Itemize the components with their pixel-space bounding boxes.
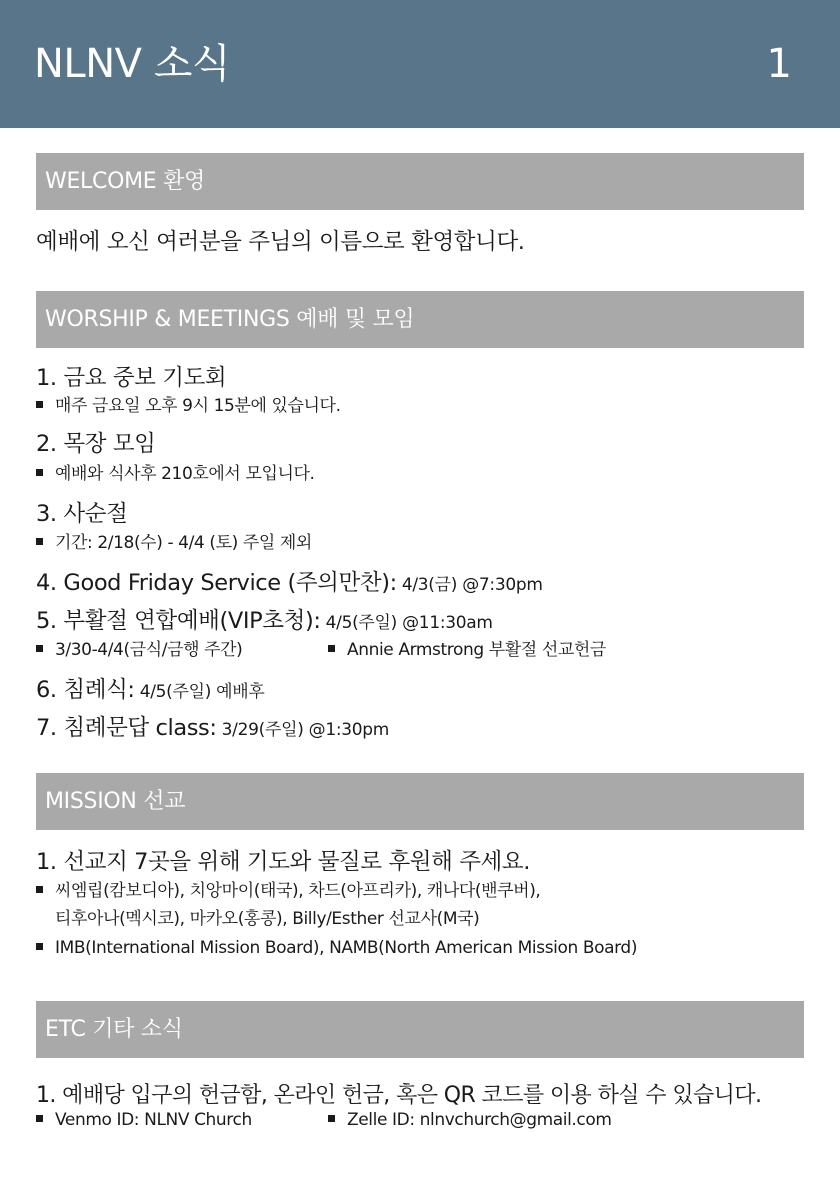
bullet-text: 매주 금요일 오후 9시 15분에 있습니다. [55, 396, 341, 416]
worship-item-6 [36, 672, 265, 704]
bullet-text: 씨엠립(캄보디아), 치앙마이(태국), 차드(아프리카), 캐나다(밴쿠버), [55, 881, 541, 901]
bullet-square-icon [36, 886, 43, 893]
bullet-text: IMB(International Mission Board), NAMB(North American Mission Board) [55, 938, 638, 958]
worship-item-4-detail: 4/3(금) @7:30pm [401, 575, 543, 595]
bullet-text: Zelle ID: nlnvchurch@gmail.com [347, 1110, 612, 1130]
worship-item-7 [36, 710, 389, 742]
section-heading-worship: WORSHIP & MEETINGS 예배 및 모임 [36, 291, 804, 348]
bullet-square-icon [36, 943, 43, 950]
bullet-text: Venmo ID: NLNV Church [55, 1110, 252, 1130]
bullet-square-icon [328, 1115, 335, 1122]
worship-item-5-bullet-b [328, 635, 606, 660]
bullet-square-icon [36, 401, 43, 408]
worship-item-7-title: 7. 침례문답 class: [36, 715, 217, 741]
worship-item-1-bullet [36, 391, 341, 416]
worship-item-5-detail: 4/5(주일) @11:30am [325, 613, 493, 633]
worship-item-5-bullet-a [36, 635, 242, 660]
worship-item-1-title: 1. 금요 중보 기도회 [36, 365, 227, 391]
etc-bullet-a [36, 1110, 252, 1130]
bullet-text: Annie Armstrong 부활절 선교헌금 [347, 640, 606, 660]
etc-item-1-title: 1. 예배당 입구의 헌금함, 온라인 헌금, 혹은 QR 코드를 이용 하실 수 있습니다. [36, 1083, 762, 1108]
bullet-text: 3/30-4/4(금식/금행 주간) [55, 640, 243, 660]
welcome-text: 예배에 오신 여러분을 주님의 이름으로 환영합니다. [36, 229, 525, 255]
worship-item-5-title: 5. 부활절 연합예배(VIP초청): [36, 608, 321, 634]
worship-item-2-bullet [36, 459, 315, 484]
section-heading-mission: MISSION 선교 [36, 773, 804, 830]
worship-item-7-detail: 3/29(주일) @1:30pm [221, 720, 390, 740]
bullet-square-icon [36, 538, 43, 545]
mission-bullet-1 [36, 876, 540, 901]
mission-bullet-2 [36, 938, 637, 958]
bullet-square-icon [36, 469, 43, 476]
etc-bullet-b [328, 1110, 612, 1130]
bullet-square-icon [36, 1115, 43, 1122]
bullet-square-icon [36, 645, 43, 652]
worship-item-3-title: 3. 사순절 [36, 501, 128, 527]
page-title: NLNV 소식 [34, 41, 230, 87]
worship-item-6-detail: 4/5(주일) 예배후 [139, 682, 265, 702]
bullet-text: 예배와 식사후 210호에서 모입니다. [55, 464, 315, 484]
worship-item-2-title: 2. 목장 모임 [36, 431, 156, 457]
worship-item-4-title: 4. Good Friday Service (주의만찬): [36, 570, 397, 596]
page-header [0, 0, 840, 128]
worship-item-3-bullet [36, 528, 312, 553]
worship-item-6-title: 6. 침례식: [36, 677, 135, 703]
section-heading-welcome: WELCOME 환영 [36, 153, 804, 210]
page-number: 1 [766, 41, 792, 87]
mission-bullet-1-continued: 티후아나(멕시코), 마카오(홍콩), Billy/Esther 선교사(M국) [55, 909, 480, 929]
worship-item-5 [36, 603, 493, 635]
bullet-text: 기간: 2/18(수) - 4/4 (토) 주일 제외 [55, 533, 312, 553]
bullet-square-icon [328, 645, 335, 652]
worship-item-4 [36, 565, 543, 597]
mission-item-1-title: 1. 선교지 7곳을 위해 기도와 물질로 후원해 주세요. [36, 849, 530, 875]
section-heading-etc: ETC 기타 소식 [36, 1001, 804, 1058]
